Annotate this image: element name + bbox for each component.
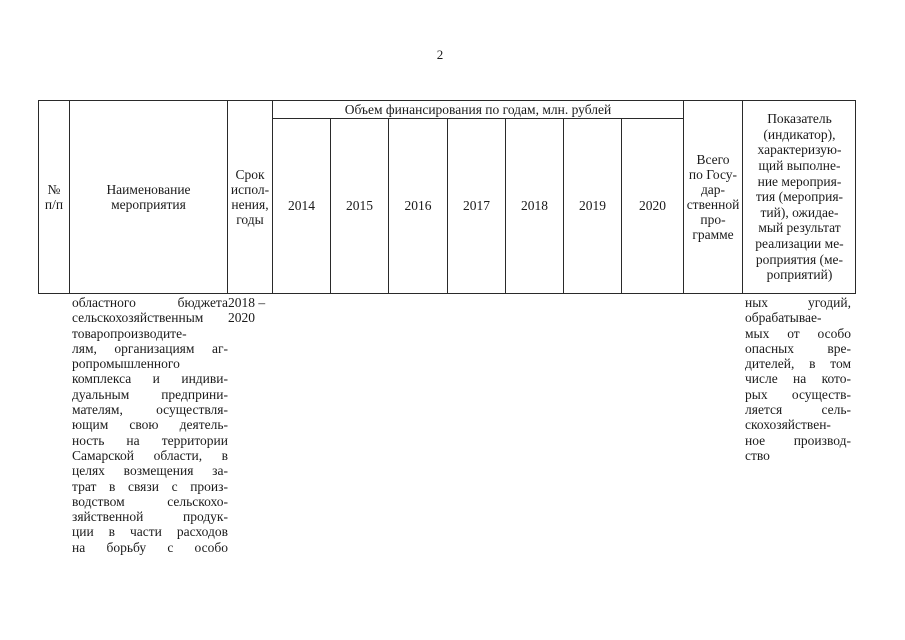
measure-name-line: Самарской области, в [72, 447, 228, 463]
measure-name-line: ность на территории [72, 432, 228, 448]
header-table [38, 100, 856, 294]
indicator-line: ство [745, 447, 770, 463]
page-number: 2 [436, 47, 444, 62]
measure-name-line: ции в части расходов [72, 524, 228, 540]
header-financing: Объем финансирования по годам, млн. рублей [344, 102, 612, 117]
header-year-2017: 2017 [463, 198, 490, 213]
measure-term-line: 2018 – [228, 295, 266, 310]
indicator-line: мых от особо [745, 325, 851, 341]
indicator-line: дителей, в том [745, 356, 851, 372]
measure-name-line: комплекса и индиви- [72, 371, 228, 387]
measure-name-line: мателям, осуществля- [72, 402, 228, 418]
header-year-2019: 2019 [579, 198, 606, 213]
indicator-line: ляется сель- [745, 402, 851, 418]
measure-name-line: целях возмещения за- [72, 463, 228, 479]
header-total: Всего по Госу- дар- ственной про- грамме [686, 152, 740, 242]
header-year-2020: 2020 [639, 198, 666, 213]
measure-term-cell [228, 295, 272, 326]
measure-indicator-cell [745, 295, 851, 463]
measure-name-line: на борьбу с особо [72, 539, 228, 555]
header-term: Срок испол- нения, годы [230, 167, 270, 227]
header-year-2014: 2014 [288, 198, 315, 213]
indicator-line: ное производ- [745, 432, 851, 448]
measure-name-line: водством сельскохо- [72, 493, 228, 509]
measure-name-line: ропромышленного [72, 356, 180, 372]
measure-term-line: 2020 [228, 310, 255, 326]
measure-name-line: дуальным предприни- [72, 386, 228, 402]
measure-name-line: сельскохозяйственным [72, 310, 204, 326]
indicator-line: числе на кото- [745, 371, 851, 387]
indicator-line: ных угодий, [745, 295, 851, 310]
indicator-line: скохозяйствен- [745, 417, 831, 433]
measure-name-line: зяйственной продук- [72, 509, 228, 525]
measure-name-line: лям, организациям аг- [72, 340, 228, 356]
header-year-2016: 2016 [404, 198, 432, 213]
indicator-line: обрабатывае- [745, 310, 822, 326]
measure-name-line: ющим свою деятель- [72, 417, 228, 433]
measure-name-cell [72, 295, 228, 555]
header-year-2015: 2015 [346, 198, 373, 213]
header-year-2018: 2018 [521, 198, 548, 213]
header-name: Наименование мероприятия [106, 182, 191, 212]
measure-name-line: областного бюджета [72, 295, 228, 310]
header-indicator: Показатель (индикатор), характеризую- щий выполне- ние мероприя- тия (мероприя- тий), ожидае- мый результат реализации ме- роприятия (ме- роприятий) [755, 111, 844, 283]
header-num: № п/п [44, 182, 64, 212]
indicator-line: рых осуществ- [745, 386, 851, 402]
indicator-line: опасных вре- [745, 340, 851, 356]
measure-name-line: трат в связи с произ- [72, 478, 228, 494]
measure-name-line: товаропроизводите- [72, 325, 187, 341]
